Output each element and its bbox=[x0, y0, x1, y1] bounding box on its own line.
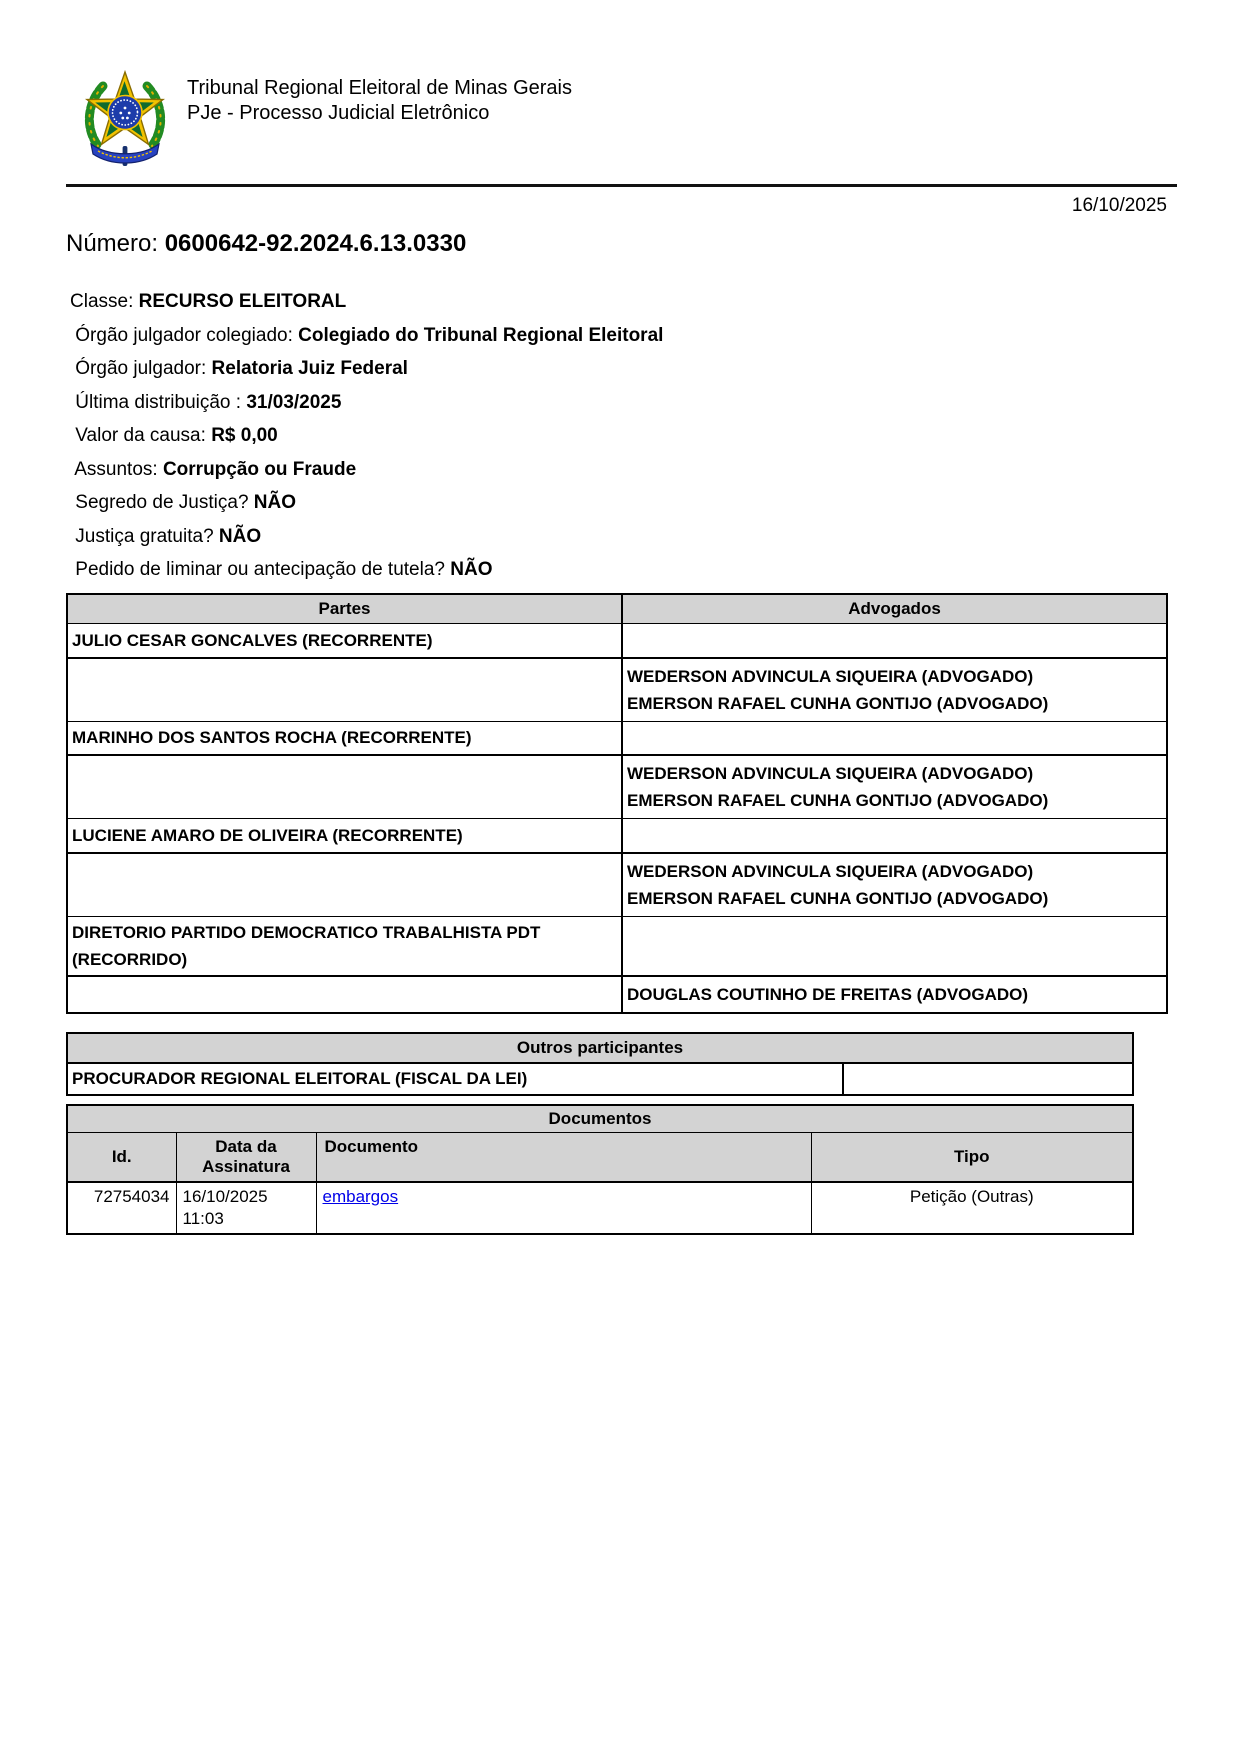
section-header-outros-participantes: Outros participantes bbox=[67, 1033, 1133, 1063]
print-date: 16/10/2025 bbox=[1071, 195, 1167, 216]
documentos-table-header bbox=[67, 1133, 1133, 1182]
page-header bbox=[75, 62, 1240, 170]
advogado-name: DOUGLAS COUTINHO DE FREITAS (ADVOGADO) bbox=[627, 984, 1029, 1004]
table-row bbox=[67, 1182, 1133, 1234]
table-row bbox=[67, 853, 1167, 917]
document-type: Petição (Outras) bbox=[811, 1182, 1133, 1234]
column-header-documento: Documento bbox=[316, 1133, 811, 1182]
advogado-name: EMERSON RAFAEL CUNHA GONTIJO (ADVOGADO) bbox=[627, 888, 1049, 908]
party-name-cell: JULIO CESAR GONCALVES (RECORRENTE) bbox=[67, 624, 622, 658]
field-segredo-justica: Segredo de Justiça? NÃO bbox=[70, 492, 297, 513]
field-orgao-colegiado: Órgão julgador colegiado: Colegiado do Tribunal Regional Eleitoral bbox=[70, 324, 664, 346]
org-title: Tribunal Regional Eleitoral de Minas Gerais bbox=[187, 77, 572, 99]
column-header-id: Id. bbox=[67, 1133, 176, 1182]
advogado-name: EMERSON RAFAEL CUNHA GONTIJO (ADVOGADO) bbox=[627, 693, 1049, 713]
process-number-value: 0600642-92.2024.6.13.0330 bbox=[164, 230, 467, 257]
table-row bbox=[67, 658, 1167, 722]
partes-table-header bbox=[67, 594, 1167, 624]
table-row bbox=[67, 1063, 1133, 1095]
section-header-documentos: Documentos bbox=[67, 1105, 1133, 1133]
empty-cell bbox=[67, 658, 622, 722]
party-name-cell: MARINHO DOS SANTOS ROCHA (RECORRENTE) bbox=[67, 721, 622, 755]
empty-cell bbox=[622, 916, 1167, 976]
empty-cell bbox=[622, 819, 1167, 853]
document-signature-date: 16/10/2025 11:03 bbox=[176, 1182, 316, 1234]
advogados-cell bbox=[622, 755, 1167, 819]
field-valor-causa: Valor da causa: R$ 0,00 bbox=[70, 425, 278, 446]
globe-star bbox=[128, 112, 131, 115]
empty-cell bbox=[622, 721, 1167, 755]
outros-table-header bbox=[67, 1033, 1133, 1063]
documentos-table bbox=[66, 1104, 1134, 1235]
participant-name-cell: PROCURADOR REGIONAL ELEITORAL (FISCAL DA LEI) bbox=[67, 1063, 843, 1095]
field-classe: Classe: RECURSO ELEITORAL bbox=[70, 291, 347, 312]
empty-cell bbox=[622, 624, 1167, 658]
table-row bbox=[67, 916, 1167, 976]
outros-participantes-table bbox=[66, 1032, 1134, 1096]
document-link-embargos[interactable]: embargos bbox=[322, 1186, 399, 1206]
column-header-tipo: Tipo bbox=[811, 1133, 1133, 1182]
globe-star bbox=[121, 117, 124, 120]
process-number-label: Número: bbox=[66, 230, 165, 257]
advogado-name: WEDERSON ADVINCULA SIQUEIRA (ADVOGADO) bbox=[627, 666, 1034, 686]
process-fields bbox=[70, 285, 1240, 587]
field-assuntos: Assuntos: Corrupção ou Fraude bbox=[70, 458, 357, 480]
advogados-cell bbox=[622, 658, 1167, 722]
brazil-coat-of-arms-icon bbox=[75, 62, 175, 170]
column-header-data-assinatura: Data da Assinatura bbox=[176, 1133, 316, 1182]
table-row bbox=[67, 976, 1167, 1013]
app-title: PJe - Processo Judicial Eletrônico bbox=[187, 102, 490, 124]
partes-table bbox=[66, 593, 1168, 1014]
table-row bbox=[67, 721, 1167, 755]
table-row bbox=[67, 755, 1167, 819]
header-titles bbox=[187, 62, 572, 170]
field-justica-gratuita: Justiça gratuita? NÃO bbox=[70, 525, 262, 547]
empty-cell bbox=[67, 976, 622, 1013]
table-row bbox=[67, 624, 1167, 658]
empty-cell bbox=[67, 853, 622, 917]
wreath-leaves-right bbox=[147, 86, 161, 146]
table-row bbox=[67, 819, 1167, 853]
globe-star bbox=[119, 112, 122, 115]
field-pedido-liminar: Pedido de liminar ou antecipação de tutela? NÃO bbox=[70, 559, 493, 580]
header-divider bbox=[66, 184, 1177, 187]
column-header-partes: Partes bbox=[67, 594, 622, 624]
advogados-cell bbox=[622, 976, 1167, 1013]
party-name-cell: DIRETORIO PARTIDO DEMOCRATICO TRABALHISTA PDT (RECORRIDO) bbox=[67, 916, 622, 976]
documentos-table-title-row bbox=[67, 1105, 1133, 1133]
party-name-cell: LUCIENE AMARO DE OLIVEIRA (RECORRENTE) bbox=[67, 819, 622, 853]
wreath-leaves-left bbox=[89, 86, 103, 146]
field-ultima-distribuicao: Última distribuição : 31/03/2025 bbox=[70, 391, 342, 413]
process-number-line bbox=[66, 230, 1240, 258]
globe-star bbox=[124, 107, 127, 110]
empty-cell bbox=[843, 1063, 1133, 1095]
advogado-name: WEDERSON ADVINCULA SIQUEIRA (ADVOGADO) bbox=[627, 861, 1034, 881]
field-orgao-julgador: Órgão julgador: Relatoria Juiz Federal bbox=[70, 358, 408, 379]
advogados-cell bbox=[622, 853, 1167, 917]
advogado-name: WEDERSON ADVINCULA SIQUEIRA (ADVOGADO) bbox=[627, 764, 1034, 783]
globe-star bbox=[126, 117, 129, 120]
advogado-name: EMERSON RAFAEL CUNHA GONTIJO (ADVOGADO) bbox=[627, 791, 1049, 810]
document-link-cell bbox=[316, 1182, 811, 1234]
document-id: 72754034 bbox=[67, 1182, 176, 1234]
column-header-advogados: Advogados bbox=[622, 594, 1167, 624]
empty-cell bbox=[67, 755, 622, 819]
